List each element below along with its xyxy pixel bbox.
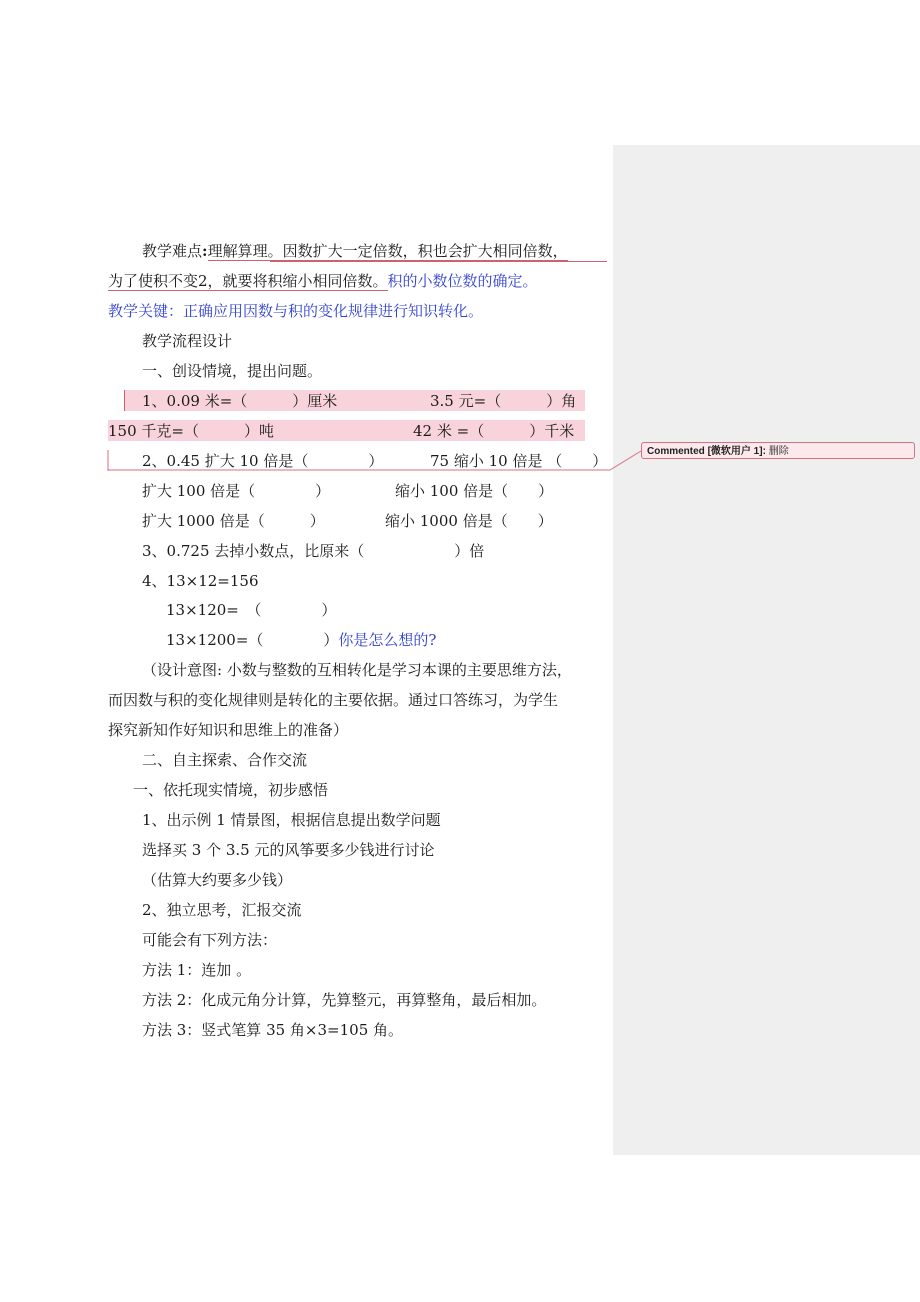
comment-author: [微软用户 1]: [707,446,766,457]
comment-text: 删除 [768,446,789,457]
question-2f: 缩小 1000 倍是（ ） [385,512,553,530]
intent-line-2: 而因数与积的变化规律则是转化的主要依据。通过口答练习，为学生 [108,691,559,709]
question-1a: 1、0.09 米=（ ）厘米 [142,392,338,410]
section-2-heading: 二、自主探索、合作交流 [142,751,308,769]
question-1c: 150 千克=（ ）吨 [108,422,274,440]
method-1: 方法 1：连加 。 [142,961,252,979]
question-1b: 3.5 元=（ ）角 [430,392,577,410]
comment-label: Commented [647,446,705,457]
revision-underline [270,261,607,262]
intent-line-1: （设计意图: 小数与整数的互相转化是学习本课的主要思维方法， [142,661,572,679]
intent-line-3: 探究新知作好知识和思维上的准备） [108,721,349,739]
subsection-1: 一、依托现实情境，初步感悟 [133,781,329,799]
method-2: 方法 2：化成元角分计算，先算整元，再算整角，最后相加。 [142,991,547,1009]
question-2a: 2、0.45 扩大 10 倍是（ ） [142,452,384,470]
step-1c: （估算大约要多少钱） [142,871,293,889]
section-1-heading: 一、创设情境，提出问题。 [142,362,323,380]
question-4c: 13×1200=（ ）你是怎么想的? [166,631,437,649]
question-2d: 缩小 100 倍是（ ） [395,482,554,500]
comment-balloon[interactable] [641,442,915,459]
change-bar [124,390,125,411]
step-1: 1、出示例 1 情景图，根据信息提出数学问题 [142,811,441,829]
question-2c: 扩大 100 倍是（ ） [142,482,331,500]
step-2b: 可能会有下列方法： [142,931,278,949]
question-2e: 扩大 1000 倍是（ ） [142,512,325,530]
question-1d: 42 米 =（ ）千米 [413,422,575,440]
question-4b: 13×120= （ ） [166,601,337,619]
flow-title: 教学流程设计 [142,332,233,350]
method-3: 方法 3：竖式笔算 35 角×3=105 角。 [142,1021,404,1039]
difficulty-line-1: 教学难点:理解算理。因数扩大一定倍数，积也会扩大相同倍数， [142,242,568,260]
comment-pane [613,145,920,1155]
step-2: 2、独立思考，汇报交流 [142,901,302,919]
question-3: 3、0.725 去掉小数点，比原来（ ）倍 [142,542,485,560]
step-1b: 选择买 3 个 3.5 元的风筝要多少钱进行讨论 [142,841,435,859]
question-4: 4、13×12=156 [142,572,259,590]
key-point: 教学关键：正确应用因数与积的变化规律进行知识转化。 [108,302,484,320]
difficulty-line-2: 为了使积不变2，就要将积缩小相同倍数。积的小数位数的确定。 [108,272,538,290]
question-2b: 75 缩小 10 倍是 （ ） [430,452,608,470]
